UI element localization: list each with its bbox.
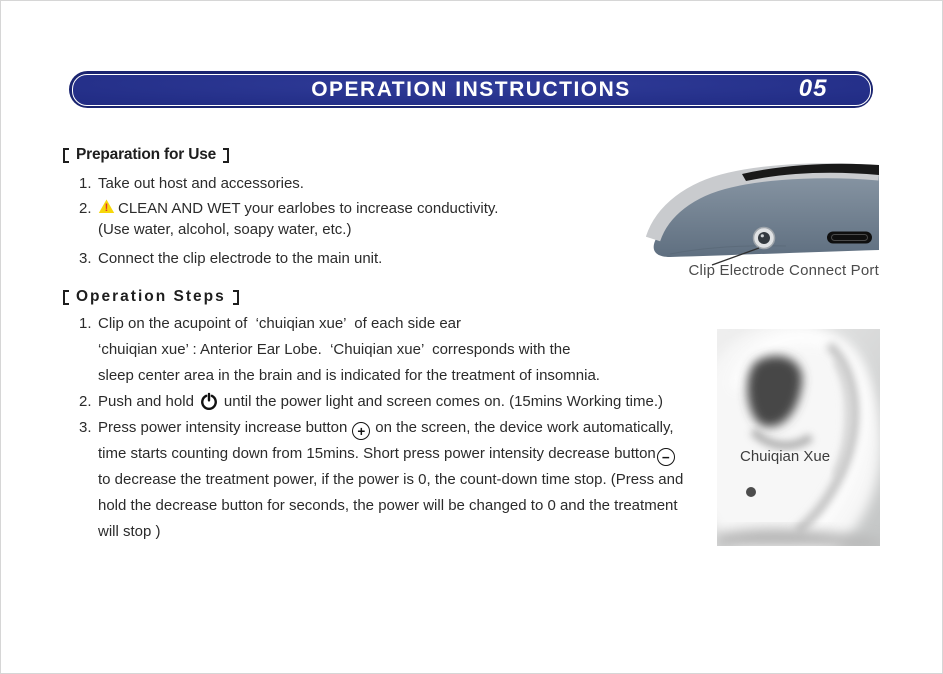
bracket-open: [63, 290, 69, 305]
list-item: [63, 198, 683, 219]
step3-text-after: on the screen, the device work automatically,: [375, 419, 674, 436]
list-text-continued: will stop ): [98, 523, 161, 540]
header-banner-inner: [72, 74, 871, 106]
device-photo: [646, 161, 879, 267]
list-item: [63, 173, 683, 194]
list-text-continued: (Use water, alcohol, soapy water, etc.): [98, 221, 352, 238]
operation-heading: [63, 288, 728, 306]
header-banner: [69, 71, 873, 108]
list-text-continued: sleep center area in the brain and is indicated for the treatment of insomnia.: [98, 367, 600, 384]
clip-electrode-port-center: [758, 232, 770, 244]
list-number: 2.: [79, 393, 92, 410]
list-number: 3.: [79, 250, 92, 267]
warning-text: CLEAN AND WET your earlobes to increase conductivity.: [118, 200, 499, 217]
list-text: Take out host and accessories.: [98, 175, 304, 192]
page-number: 05: [798, 74, 828, 102]
list-item: [63, 248, 683, 269]
device-caption: Clip Electrode Connect Port: [688, 262, 879, 279]
step3-text-before: Press power intensity increase button: [98, 419, 348, 436]
list-number: 3.: [79, 419, 92, 436]
svg-text:!: !: [104, 202, 109, 214]
page-title: OPERATION INSTRUCTIONS: [311, 77, 631, 101]
list-text: [98, 198, 498, 219]
step2-text-after: until the power light and screen comes on. (15mins Working time.): [223, 393, 664, 410]
acupoint-dot: [746, 487, 756, 497]
list-number: 1.: [79, 315, 92, 332]
increase-icon: +: [352, 422, 370, 440]
bracket-close: [223, 148, 229, 163]
list-item: [63, 415, 728, 441]
bracket-close: [233, 290, 239, 305]
list-item: [63, 311, 728, 337]
warning-icon: [98, 199, 115, 214]
port-highlight: [761, 234, 764, 237]
step3-line2-text: time starts counting down from 15mins. Short press power intensity decrease button: [98, 445, 656, 462]
usb-port: [827, 232, 872, 244]
acupoint-label: Chuiqian Xue: [740, 448, 831, 465]
preparation-heading: [63, 146, 683, 164]
ear-photo: [717, 329, 880, 546]
list-number: 2.: [79, 200, 92, 217]
list-text-continued: hold the decrease button for seconds, the power will be changed to 0 and the treatment: [98, 497, 678, 514]
bracket-open: [63, 148, 69, 163]
device-corner-illustration: [646, 161, 879, 267]
list-number: 1.: [79, 175, 92, 192]
list-item: [63, 389, 728, 415]
operation-heading-text: Operation Steps: [76, 288, 226, 305]
ear-illustration: [717, 329, 880, 546]
list-text: [98, 415, 674, 441]
list-text-continued: ‘chuiqian xue’ : Anterior Ear Lobe. ‘Chuiqian xue’ corresponds with the: [98, 341, 571, 358]
list-text: [98, 389, 663, 415]
list-text-continued: to decrease the treatment power, if the power is 0, the count-down time stop. (Press and: [98, 471, 684, 488]
preparation-section: [63, 146, 683, 269]
preparation-heading-text: Preparation for Use: [76, 146, 217, 163]
list-text: Clip on the acupoint of ‘chuiqian xue’ of each side ear: [98, 315, 462, 332]
operation-section: [63, 288, 728, 545]
list-text-continued: [98, 441, 728, 467]
power-icon: [200, 392, 218, 410]
decrease-icon: −: [657, 448, 675, 466]
step2-text-before: Push and hold: [98, 393, 194, 410]
list-text: Connect the clip electrode to the main unit.: [98, 250, 383, 267]
